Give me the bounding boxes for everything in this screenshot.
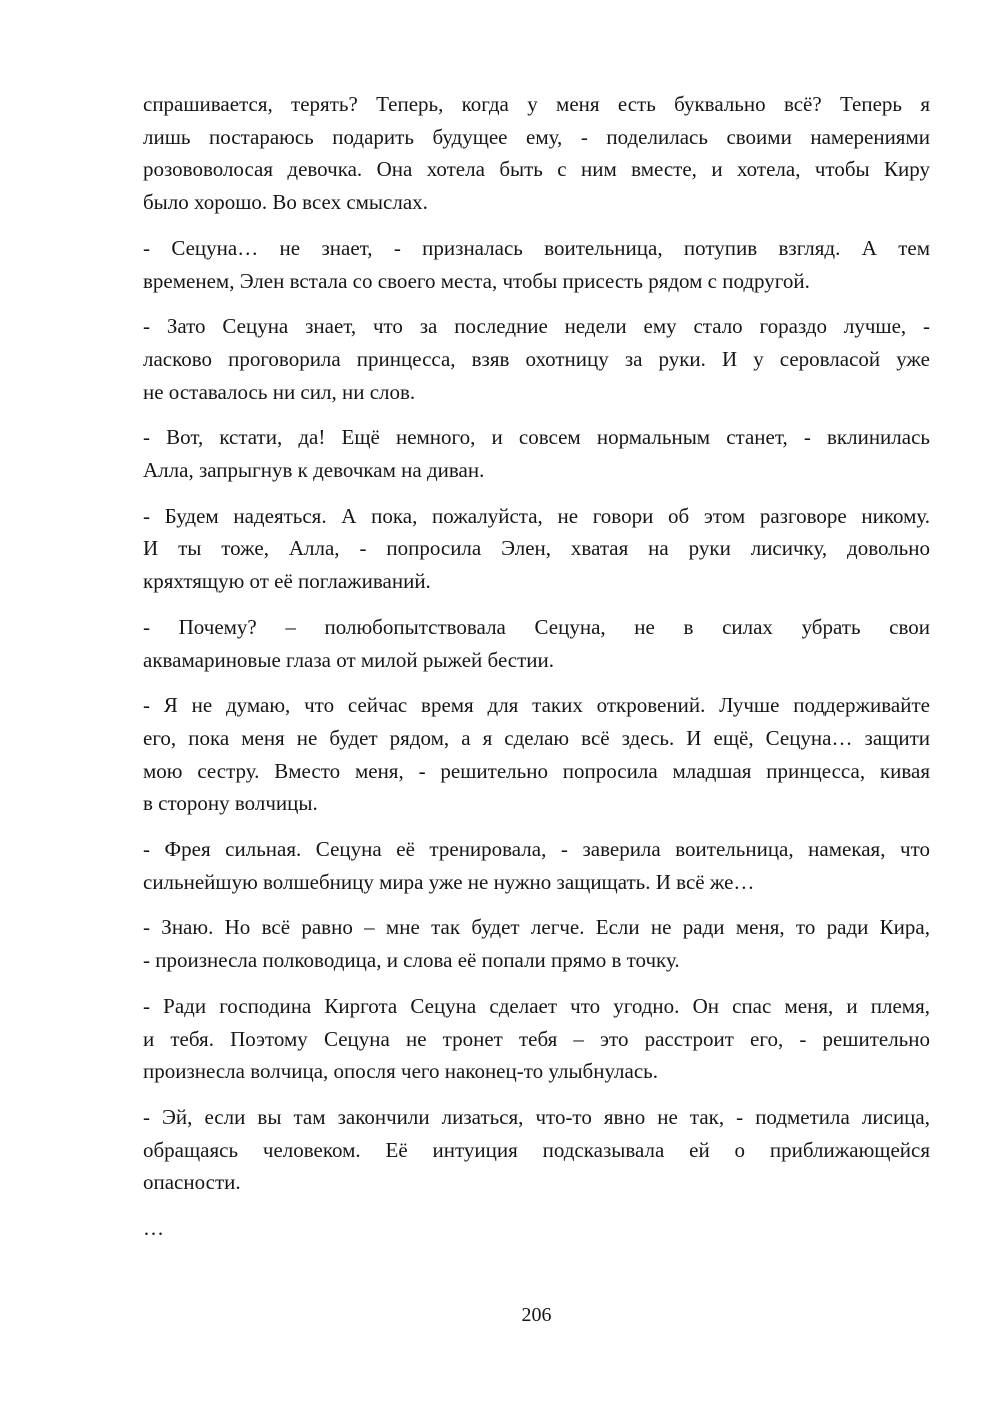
text-line: - Вот, кстати, да! Ещё немного, и совсем нормальным станет, - вклинилась <box>143 425 930 450</box>
text-line: - Почему? – полюбопытствовала Сецуна, не в силах убрать свои <box>143 614 930 639</box>
text-line: - Зато Сецуна знает, что за последние недели ему стало гораздо лучше, - <box>143 314 930 339</box>
text-line: спрашивается, терять? Теперь, когда у меня есть буквально всё? Теперь я <box>143 92 930 116</box>
text-line: … <box>143 1216 164 1241</box>
text-line: - Будем надеяться. А пока, пожалуйста, не говори об этом разговоре никому. <box>143 503 930 528</box>
text-line: ласково проговорила принцесса, взяв охотницу за руки. И у серовласой уже <box>143 346 930 371</box>
text-line: было хорошо. Во всех смыслах. <box>143 190 428 215</box>
paragraph <box>143 833 930 898</box>
paragraph <box>143 1212 930 1245</box>
text-line: кряхтящую от её поглаживаний. <box>143 569 431 594</box>
text-line: - произнесла полководица, и слова её попали прямо в точку. <box>143 948 680 973</box>
text-line: - Знаю. Но всё равно – мне так будет легче. Если не ради меня, то ради Кира, <box>143 915 930 940</box>
text-line: мою сестру. Вместо меня, - решительно попросила младшая принцесса, кивая <box>143 758 930 783</box>
text-line: - Фрея сильная. Сецуна её тренировала, - заверила воительница, намекая, что <box>143 837 930 862</box>
paragraph <box>143 911 930 976</box>
paragraph <box>143 611 930 676</box>
text-line: и тебя. Поэтому Сецуна не тронет тебя – это расстроит его, - решительно <box>143 1026 930 1051</box>
paragraph <box>143 689 930 820</box>
paragraph <box>143 1101 930 1199</box>
text-block <box>143 88 930 1258</box>
text-line: обращаясь человеком. Её интуиция подсказывала ей о приближающейся <box>143 1137 930 1162</box>
paragraph <box>143 421 930 486</box>
paragraph <box>143 310 930 408</box>
text-line: И ты тоже, Алла, - попросила Элен, хватая на руки лисичку, довольно <box>143 536 930 561</box>
paragraph <box>143 88 930 219</box>
paragraph <box>143 990 930 1088</box>
text-line: сильнейшую волшебницу мира уже не нужно защищать. И всё же… <box>143 869 755 894</box>
text-line: - Эй, если вы там закончили лизаться, что-то явно не так, - подметила лисица, <box>143 1104 930 1129</box>
text-line: временем, Элен встала со своего места, чтобы присесть рядом с подругой. <box>143 268 810 293</box>
text-line: в сторону волчицы. <box>143 791 318 816</box>
text-line: опасности. <box>143 1170 241 1195</box>
text-line: Алла, запрыгнув к девочкам на диван. <box>143 458 485 483</box>
text-line: аквамариновые глаза от милой рыжей бестии. <box>143 647 555 672</box>
paragraph <box>143 232 930 297</box>
text-line: лишь постараюсь подарить будущее ему, - поделилась своими намерениями <box>143 124 930 149</box>
paragraph <box>143 500 930 598</box>
text-line: - Ради господина Киргота Сецуна сделает что угодно. Он спас меня, и племя, <box>143 993 930 1018</box>
text-line: не оставалось ни сил, ни слов. <box>143 379 416 404</box>
text-line: - Сецуна… не знает, - призналась воительница, потупив взгляд. А тем <box>143 235 930 260</box>
text-line: произнесла волчица, опосля чего наконец-то улыбнулась. <box>143 1059 659 1084</box>
page-number: 206 <box>521 1304 552 1326</box>
text-line: - Я не думаю, что сейчас время для таких откровений. Лучше поддерживайте <box>143 693 930 718</box>
text-line: его, пока меня не будет рядом, а я сделаю всё здесь. И ещё, Сецуна… защити <box>143 725 930 750</box>
text-line: розововолосая девочка. Она хотела быть с ним вместе, и хотела, чтобы Киру <box>143 157 930 182</box>
